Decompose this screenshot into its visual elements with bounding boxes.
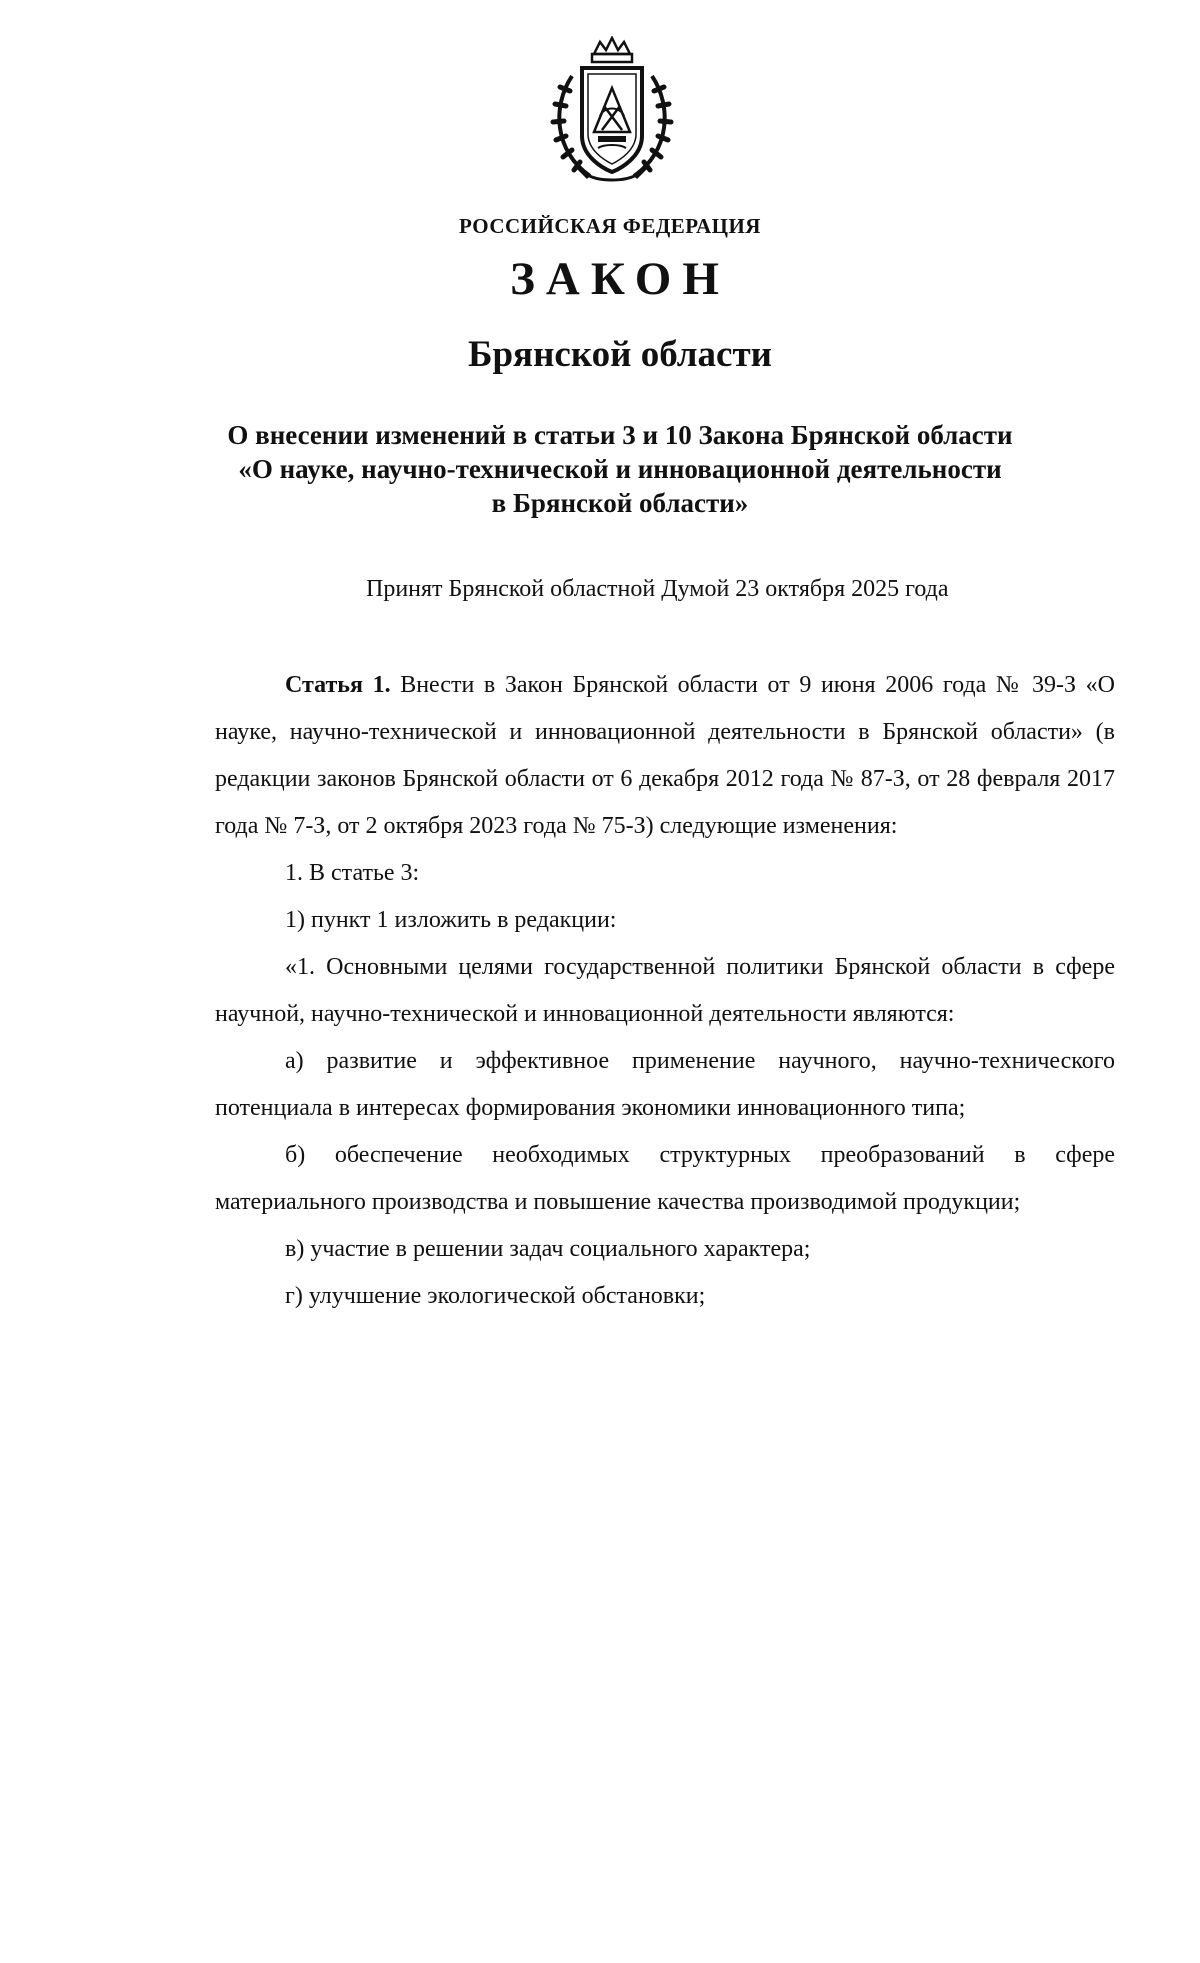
- subject-line-1: О внесении изменений в статьи 3 и 10 Закона Брянской области: [227, 420, 1013, 450]
- country-heading: РОССИЙСКАЯ ФЕДЕРАЦИЯ: [459, 214, 761, 238]
- coat-of-arms-emblem: [542, 36, 682, 188]
- law-subject: [200, 418, 1040, 520]
- article-1-paragraph: [215, 662, 1115, 850]
- goal-a-paragraph: а) развитие и эффективное применение научного, научно-технического потенциала в интересах формирования экономики инновационного типа;: [215, 1048, 1115, 1121]
- article-1-label: Статья 1.: [285, 672, 391, 698]
- goal-g-paragraph: г) улучшение экологической обстановки;: [285, 1283, 706, 1309]
- goal-b-paragraph: б) обеспечение необходимых структурных преобразований в сфере материального производства и повышение качества производимой продукции;: [215, 1142, 1115, 1215]
- goals-paragraph: «1. Основными целями государственной политики Брянской области в сфере научной, научно-технической и инновационной деятельности являются:: [215, 954, 1115, 1027]
- item-1-paragraph: 1. В статье 3:: [285, 860, 420, 886]
- article-1-text: Внести в Закон Брянской области от 9 июня 2006 года № 39-З «О науке, научно-технической и инновационной деятельности в Брянской области» (в редакции законов Брянской области от 6 декабря 2012 года № 87-З, от 28 февраля 2017 года № 7-З, от 2 октября 2023 года № 75-З) следующие изменения:: [215, 672, 1115, 839]
- subject-line-3: в Брянской области»: [491, 488, 749, 518]
- adoption-note: Принят Брянской областной Думой 23 октября 2025 года: [366, 576, 949, 602]
- region-title: Брянской области: [468, 334, 772, 375]
- document-type-title: ЗАКОН: [510, 253, 730, 305]
- subitem-1-paragraph: 1) пункт 1 изложить в редакции:: [285, 907, 617, 933]
- subject-line-2: «О науке, научно-технической и инновационной деятельности: [238, 454, 1002, 484]
- goal-v-paragraph: в) участие в решении задач социального характера;: [285, 1236, 811, 1262]
- law-body: [215, 662, 1115, 1320]
